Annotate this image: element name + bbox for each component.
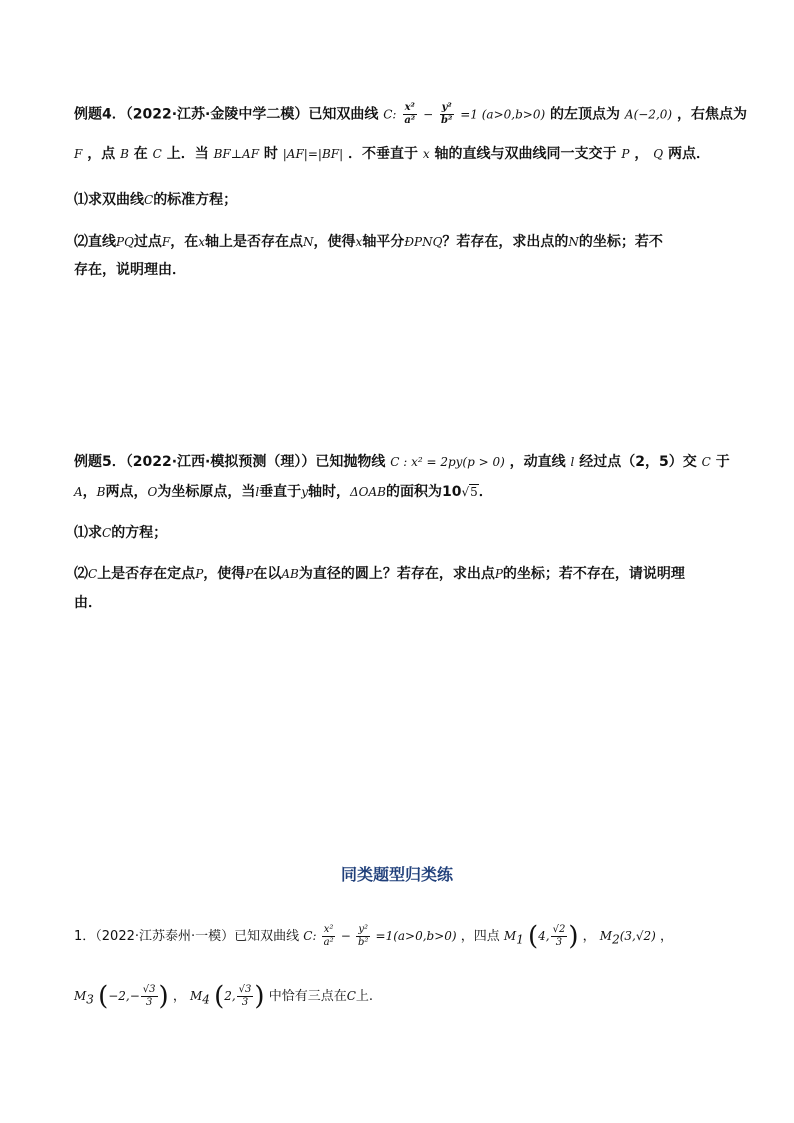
example4-frac2: $\frac{\text{y²}}{\text{b²}}$ <box>441 102 453 126</box>
example5-line2: A，B两点，O为坐标原点，当l垂直于y轴时，ΔOAB的面积为10√5． <box>74 484 493 500</box>
example4-question1: ⑴求双曲线C的标准方程； <box>74 192 238 208</box>
example4-question2-cont: 存在，说明理由． <box>74 262 186 278</box>
example4-line1: 例题4．（2022·江苏·金陵中学二模）已知双曲线 C: $\frac{\text{x²}}{\text{a²}}$ − $\frac{\text{y²}}{\text{b²}}$ =1 (a>0,b>0) 的左顶点为 A(−2,0) ，右焦点为 <box>74 102 747 126</box>
example4-point-a: A(−2,0) <box>624 107 673 122</box>
exercise1-line1: 1．（2022·江苏泰州·一模）已知双曲线 C: $\frac{\text{x²}}{\text{a²}}$ − $\frac{\text{y²}}{\text{b²}}$ =1(a>0,b>0) ，四点 $M_1$ (4, $\frac{√2}{3}$ ) ， $M_2(3,√2)$ ， <box>74 921 673 952</box>
section-title: 同类题型归类练 <box>340 865 453 884</box>
example4-frac1: $\frac{\text{x²}}{\text{a²}}$ <box>404 102 416 126</box>
example5-question1: ⑴求C的方程； <box>74 525 168 541</box>
exercise1-label: 1．（2022·江苏泰州·一模）已知双曲线 <box>74 929 300 944</box>
exercise1-line2: $M_3$ (−2,− $\frac{√3}{3}$ ) ， $M_4$ (2, $\frac{√3}{3}$ ) 中恰有三点在C上. <box>74 981 374 1012</box>
example4-hyperbola-name: C: <box>383 107 397 122</box>
example4-question2: ⑵直线PQ过点F，在x轴上是否存在点N，使得x轴平分ÐPNQ？若存在，求出点的N的坐标；若不 <box>74 234 663 250</box>
example4-label: 例题4．（2022·江苏·金陵中学二模）已知双曲线 <box>74 106 379 123</box>
example5-label: 例题5．（2022·江西·模拟预测（理））已知抛物线 <box>74 454 386 470</box>
example5-parabola: C : x² = 2py(p > 0) <box>390 455 505 469</box>
example5-line1: 例题5．（2022·江西·模拟预测（理））已知抛物线 C : x² = 2py(p > 0) ，动直线 l 经过点（2，5）交 C 于 <box>74 454 730 470</box>
example5-question2-cont: 由． <box>74 595 102 611</box>
example4-condition: =1 (a>0,b>0) <box>460 107 546 122</box>
example4-line2: F ，点 B 在 C 上．当 BF⊥AF 时 |AF|=|BF| ．不垂直于 x 轴的直线与双曲线同一支交于 P ， Q 两点． <box>74 146 710 162</box>
example5-question2: ⑵C上是否存在定点P，使得P在以AB为直径的圆上？若存在，求出点P的坐标；若不存在，请说明理 <box>74 566 685 582</box>
